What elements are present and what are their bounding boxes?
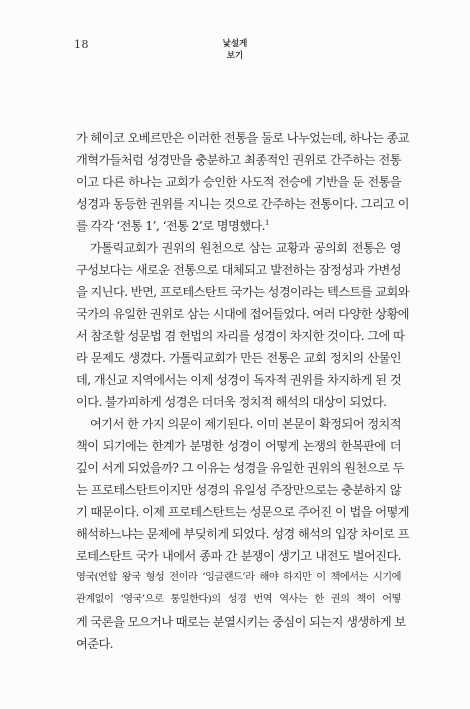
body-line-text: 를 각각 ‘전통 1’, ‘전통 2’로 명명했다. <box>76 219 265 233</box>
body-line: 을 지닌다. 반면, 프로테스탄트 국가는 성경이라는 텍스트를 교회와 <box>76 285 409 299</box>
body-line: 가 헤이코 오베르만은 이러한 전통을 둘로 나누었는데, 하나는 종교 <box>76 131 409 145</box>
body-line: 데, 개신교 지역에서는 이제 성경이 독자적 권위를 차지하게 된 것 <box>76 373 402 387</box>
page-number: 18 <box>74 38 89 51</box>
running-head-line-1: 낯설게 <box>222 39 248 49</box>
body-line: 여기서 한 가지 의문이 제기된다. 이미 본문이 확정되어 정치적 <box>90 417 401 431</box>
body-line: 기 때문이다. 이제 프로테스탄트는 성문으로 주어진 이 법을 어떻게 <box>76 505 409 519</box>
footnote-marker[interactable]: 1 <box>264 218 269 227</box>
body-line: 이고 다른 하나는 교회가 승인한 사도적 전승에 기반을 둔 전통을 <box>76 175 401 189</box>
body-line: 개혁가들처럼 성경만을 충분하고 최종적인 권위로 간주하는 전통 <box>76 153 401 167</box>
running-head <box>0 38 470 62</box>
body-line: 해석하느냐는 문제에 부딪히게 되었다. 성경 해석의 입장 차이로 프 <box>76 527 409 541</box>
body-line: 성경과 동등한 권위를 지니는 것으로 간주하는 전통이다. 그리고 이 <box>76 197 409 211</box>
body-line: 관계없이 ‘영국’으로 통일한다)의 성경 번역 역사는 한 권의 책이 어떻 <box>76 594 401 605</box>
body-line <box>76 215 401 237</box>
body-line: 구성보다는 새로운 전통으로 대체되고 발전하는 잠정성과 가변성 <box>76 263 401 277</box>
body-line: 라 문제도 생겼다. 가톨릭교회가 만든 전통은 교회 정치의 산물인 <box>76 351 401 365</box>
body-line: 국가의 유일한 권위로 삼는 시대에 접어들었다. 여러 다양한 상황에 <box>76 307 409 321</box>
body-line: 깊이 서게 되었을까? 그 이유는 성경을 유일한 권위의 원천으로 두 <box>76 461 404 475</box>
body-line: 게 국론을 모으거나 때로는 분열시키는 중심이 되는지 생생하게 보 <box>76 615 406 629</box>
body-line: 서 참조할 성문법 겸 헌법의 자리를 성경이 차지한 것이다. 그에 따 <box>76 329 405 343</box>
body-line: 책이 되기에는 한계가 분명한 성경이 어떻게 논쟁의 한복판에 더 <box>76 439 401 453</box>
body-line: 가톨릭교회가 권위의 원천으로 삼는 교황과 공의회 전통은 영 <box>90 241 401 255</box>
body-line: 영국(연합 왕국 형성 전이라 ‘잉글랜드’라 해야 하지만 이 책에서는 시기에 <box>76 572 401 583</box>
body-line: 여준다. <box>76 637 113 651</box>
body-line: 로테스탄트 국가 내에서 종파 간 분쟁이 생기고 내전도 벌어진다. <box>76 549 401 563</box>
body-line: 이다. 불가피하게 성경은 더더욱 정치적 해석의 대상이 되었다. <box>76 395 387 409</box>
body-line: 는 프로테스탄트이지만 성경의 유일성 주장만으로는 충분하지 않 <box>76 483 401 497</box>
running-head-line-2: 보기 <box>226 51 244 61</box>
